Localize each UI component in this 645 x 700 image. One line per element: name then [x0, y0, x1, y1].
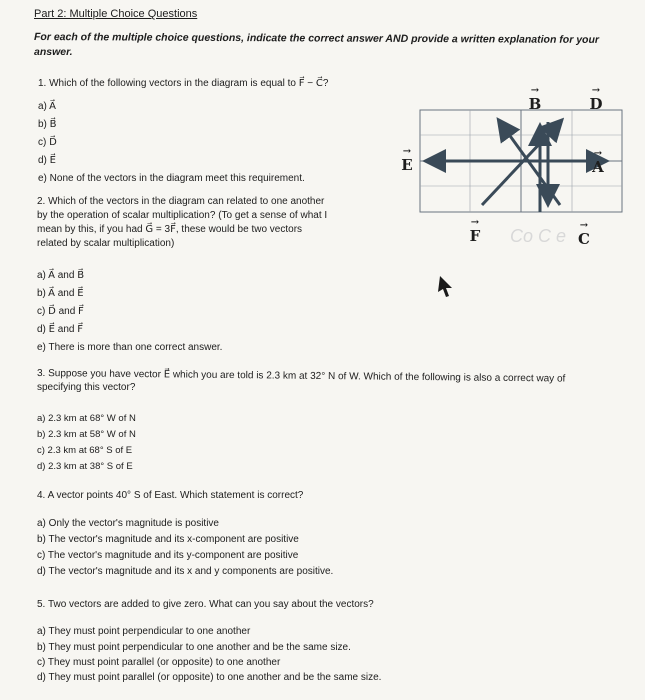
q3-stem-line-1: 3. Suppose you have vector E⃗ which you are told is 2.3 km at 32° N of W. Which of the following is also a correct way of — [36, 368, 566, 385]
q3-stem-line-2: specifying this vector? — [37, 382, 136, 393]
vector-b-arrow — [500, 122, 560, 205]
vector-d-arrow — [482, 122, 560, 205]
q4-option-c: c) The vector's magnitude and its y-component are positive — [37, 550, 299, 561]
q3-option-c: c) 2.3 km at 68° S of E — [37, 445, 133, 456]
q2-option-a: a) A⃗ and B⃗ — [37, 270, 85, 281]
q3-option-d: d) 2.3 km at 38° S of E — [37, 461, 133, 472]
q2-stem-line-4: related by scalar multiplication) — [37, 238, 175, 249]
q5-option-c: c) They must point parallel (or opposite) to one another — [37, 657, 281, 668]
q2-option-d: d) E⃗ and F⃗ — [37, 324, 83, 335]
q1-stem: 1. Which of the following vectors in the diagram is equal to F⃗ − C⃗? — [38, 78, 329, 89]
label-vector-e: → E — [401, 146, 413, 174]
q2-stem-line-3: mean by this, if you had G⃗ = 3F⃗, these would be two vectors — [37, 224, 303, 235]
instructions-line-1: For each of the multiple choice questions, indicate the correct answer AND provide a written explanation for your — [33, 31, 600, 46]
q1-option-b: b) B⃗ — [38, 119, 57, 130]
q1-option-e: e) None of the vectors in the diagram meet this requirement. — [38, 173, 305, 184]
part-title: Part 2: Multiple Choice Questions — [34, 8, 198, 20]
q2-option-e: e) There is more than one correct answer. — [37, 342, 223, 353]
q4-option-a: a) Only the vector's magnitude is positive — [37, 518, 219, 529]
label-vector-b: → B — [528, 85, 542, 113]
q5-option-d: d) They must point parallel (or opposite) to one another and be the same size. — [37, 672, 382, 683]
q2-stem-line-2: by the operation of scalar multiplication? (To get a sense of what I — [37, 210, 328, 221]
q1-option-d: d) E⃗ — [38, 155, 56, 166]
q2-option-c: c) D⃗ and F⃗ — [37, 306, 84, 317]
mouse-cursor — [438, 276, 452, 297]
q4-option-b: b) The vector's magnitude and its x-component are positive — [37, 534, 299, 545]
q1-option-a: a) A⃗ — [38, 101, 56, 112]
diagram-watermark: Co C e — [510, 226, 567, 246]
instructions-line-2: answer. — [34, 46, 73, 58]
q1-option-c: c) D⃗ — [38, 137, 57, 148]
q4-option-d: d) The vector's magnitude and its x and y components are positive. — [37, 566, 334, 577]
q2-option-b: b) A⃗ and E⃗ — [37, 288, 84, 299]
q5-option-b: b) They must point perpendicular to one another and be the same size. — [37, 642, 351, 653]
q5-option-a: a) They must point perpendicular to one another — [37, 626, 251, 637]
q3-option-b: b) 2.3 km at 58° W of N — [37, 429, 136, 440]
label-vector-d: → D — [589, 85, 603, 113]
q5-stem: 5. Two vectors are added to give zero. What can you say about the vectors? — [37, 599, 374, 610]
q2-stem-line-1: 2. Which of the vectors in the diagram can related to one another — [37, 196, 325, 207]
label-vector-f: → F — [469, 217, 481, 245]
label-vector-c: → C — [578, 220, 590, 248]
q3-option-a: a) 2.3 km at 68° W of N — [37, 413, 136, 424]
q4-stem: 4. A vector points 40° S of East. Which statement is correct? — [37, 490, 304, 501]
label-vector-a: → A — [592, 148, 604, 176]
